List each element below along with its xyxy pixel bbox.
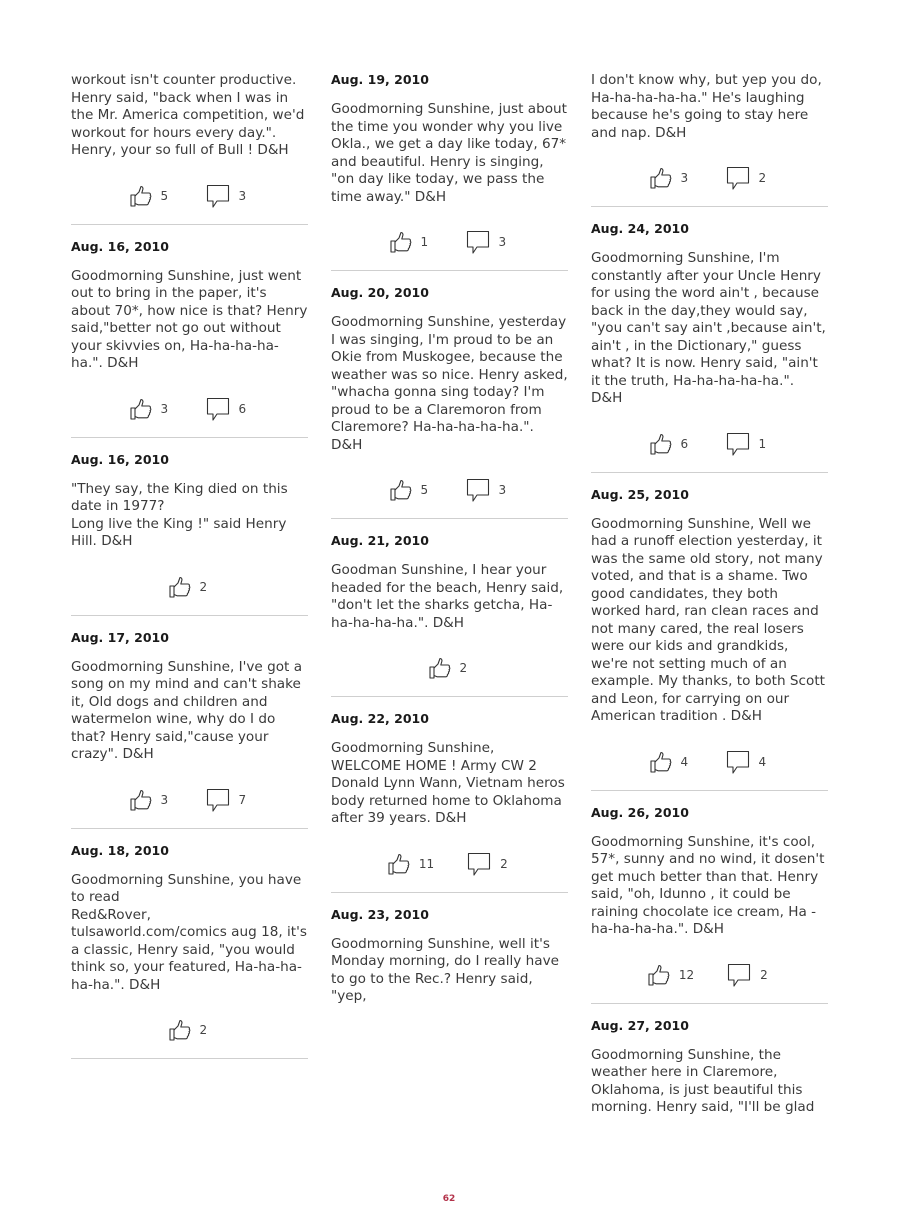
comment-bubble-icon <box>725 165 751 191</box>
thumbs-up-icon <box>649 432 673 456</box>
post-date: Aug. 16, 2010 <box>71 451 169 467</box>
like-count: 1 <box>420 235 429 249</box>
divider <box>71 224 308 225</box>
like-button[interactable] <box>389 478 433 502</box>
comment-bubble-icon <box>205 183 231 209</box>
post <box>331 284 568 519</box>
comment-button[interactable] <box>726 962 772 988</box>
like-button[interactable] <box>428 656 472 680</box>
divider <box>591 790 828 791</box>
post <box>331 532 568 697</box>
comment-button[interactable] <box>465 477 511 503</box>
post-reactions <box>71 784 308 816</box>
like-count: 2 <box>459 661 468 675</box>
like-button[interactable] <box>168 575 212 599</box>
post <box>591 1017 828 1117</box>
post-reactions <box>591 959 828 991</box>
post-date: Aug. 26, 2010 <box>591 804 689 820</box>
comment-bubble-icon <box>205 787 231 813</box>
divider <box>71 828 308 829</box>
post-reactions <box>71 393 308 425</box>
comment-count: 1 <box>758 436 767 451</box>
thumbs-up-icon <box>647 963 671 987</box>
post-date: Aug. 17, 2010 <box>71 629 169 645</box>
comment-count: 6 <box>238 401 247 416</box>
like-count: 3 <box>160 792 169 807</box>
thumbs-up-icon <box>168 1018 192 1042</box>
post-text: Goodmorning Sunshine, I'm constantly after your Uncle Henry for using the word ain't , because back in the day,they would say, "you can't say ain't ,because ain't, ain't , in the Dictionary," guess what? It is now. Henry said, "ain't it the truth, Ha-ha-ha-ha-ha.". D&H <box>591 250 826 406</box>
comment-count: 3 <box>498 235 507 249</box>
post-date: Aug. 23, 2010 <box>331 906 429 922</box>
comment-count: 7 <box>238 792 247 807</box>
post-text: workout isn't counter productive. Henry said, "back when I was in the Mr. America competition, we'd workout for hours every day.". Henry, your so full of Bull ! D&H <box>71 72 305 158</box>
post <box>591 72 828 207</box>
thumbs-up-icon <box>129 397 153 421</box>
comment-button[interactable] <box>205 183 251 209</box>
post <box>71 238 308 438</box>
divider <box>591 1003 828 1004</box>
post-reactions <box>331 226 568 258</box>
post-date: Aug. 25, 2010 <box>591 486 689 502</box>
like-count: 11 <box>418 856 435 871</box>
post-text: Goodmorning Sunshine, I've got a song on my mind and can't shake it, Old dogs and children and watermelon wine, why do I do that? Henry said,"cause your crazy". D&H <box>71 658 303 762</box>
comment-count: 2 <box>760 967 768 982</box>
divider <box>71 437 308 438</box>
comment-button[interactable] <box>205 787 251 813</box>
post-reactions <box>331 474 568 506</box>
post-text: Goodman Sunshine, I hear your headed for the beach, Henry said, "don't let the sharks getcha, Ha-ha-ha-ha-ha.". D&H <box>331 562 564 631</box>
post-date: Aug. 21, 2010 <box>331 533 429 548</box>
post-reactions <box>331 848 568 880</box>
thumbs-up-icon <box>428 656 452 680</box>
thumbs-up-icon <box>389 230 413 254</box>
post-text: Goodmorning Sunshine, you have to read Red&Rover, tulsaworld.com/comics aug 18, it's a classic, Henry said, "you would think so, your featured, Ha-ha-ha-ha-ha.". D&H <box>71 871 307 993</box>
comment-bubble-icon <box>725 749 751 775</box>
thumbs-up-icon <box>389 478 413 502</box>
like-button[interactable] <box>649 432 693 456</box>
post-reactions <box>591 428 828 460</box>
thumbs-up-icon <box>129 184 153 208</box>
post <box>591 220 828 473</box>
post-reactions <box>591 162 828 194</box>
divider <box>591 206 828 207</box>
comment-count: 4 <box>758 754 767 769</box>
post-reactions <box>331 652 568 684</box>
divider <box>331 892 568 893</box>
column-3 <box>591 72 828 1117</box>
like-count: 4 <box>680 754 689 769</box>
comment-count: 3 <box>498 483 507 497</box>
post-date: Aug. 19, 2010 <box>331 72 429 87</box>
comment-bubble-icon <box>465 477 491 503</box>
like-count: 3 <box>160 401 169 416</box>
divider <box>71 615 308 616</box>
post <box>71 842 308 1060</box>
post-text: Goodmorning Sunshine, it's cool, 57*, sunny and no wind, it dosen't get much better than that. Henry said, "oh, Idunno , it could be raining chocolate ice cream, Ha -ha-ha-ha-ha.". D&H <box>591 833 825 937</box>
like-count: 2 <box>199 1023 208 1037</box>
comment-bubble-icon <box>725 431 751 457</box>
like-count: 2 <box>199 579 208 594</box>
comment-bubble-icon <box>465 229 491 255</box>
post-reactions <box>71 1014 308 1046</box>
like-button[interactable] <box>129 788 173 812</box>
post <box>71 72 308 225</box>
thumbs-up-icon <box>129 788 153 812</box>
comment-button[interactable] <box>725 749 771 775</box>
like-count: 5 <box>160 188 169 203</box>
comment-button[interactable] <box>465 229 511 255</box>
comment-bubble-icon <box>726 962 752 988</box>
comment-button[interactable] <box>466 851 512 877</box>
comment-button[interactable] <box>205 396 251 422</box>
thumbs-up-icon <box>649 750 673 774</box>
like-count: 6 <box>680 436 689 451</box>
like-button[interactable] <box>129 184 173 208</box>
comment-bubble-icon <box>466 851 492 877</box>
comment-bubble-icon <box>205 396 231 422</box>
divider <box>71 1058 308 1059</box>
post-date: Aug. 27, 2010 <box>591 1017 689 1033</box>
post <box>71 629 308 829</box>
post-text: "They say, the King died on this date in 1977? Long live the King !" said Henry Hill. D&H <box>71 480 288 549</box>
thumbs-up-icon <box>387 852 411 876</box>
post-text: Goodmorning Sunshine, just went out to bring in the paper, it's about 70*, how nice is that? Henry said,"better not go out without your skivvies on, Ha-ha-ha-ha-ha.". D&H <box>71 267 308 371</box>
post-text: Goodmorning Sunshine, just about the time you wonder why you live Okla., we get a day like today, 67* and beautiful. Henry is singing, "on day like today, we pass the time away." D&H <box>331 101 567 205</box>
like-count: 12 <box>678 967 695 982</box>
like-count: 3 <box>680 171 689 185</box>
post-date: Aug. 20, 2010 <box>331 285 429 300</box>
comment-count: 2 <box>758 171 767 185</box>
thumbs-up-icon <box>168 575 192 599</box>
comment-count: 2 <box>500 856 508 871</box>
post-text: I don't know why, but yep you do, Ha-ha-ha-ha-ha." He's laughing because he's going to stay here and nap. D&H <box>591 72 822 141</box>
page-number: 62 <box>442 1194 456 1204</box>
comment-button[interactable] <box>725 431 771 457</box>
post <box>591 804 828 1004</box>
like-count: 5 <box>420 483 429 497</box>
post-date: Aug. 24, 2010 <box>591 221 689 236</box>
divider <box>591 472 828 473</box>
post-reactions <box>71 571 308 603</box>
post-reactions <box>591 746 828 778</box>
post-text: Goodmorning Sunshine, Well we had a runoff election yesterday, it was the same old story, not many voted, and that is a shame. Two good candidates, they both worked hard, ran clean races and not many cared, the real losers were our kids and grandkids, we're not setting much of an example. My thanks, to both Scott and Leon, for carrying on our American tradition . D&H <box>591 515 825 724</box>
like-button[interactable] <box>647 963 694 987</box>
column-2 <box>331 71 568 1006</box>
post-reactions <box>71 180 308 212</box>
like-button[interactable] <box>387 852 434 876</box>
like-button[interactable] <box>649 750 693 774</box>
divider <box>331 696 568 697</box>
post-date: Aug. 22, 2010 <box>331 711 429 726</box>
comment-count: 3 <box>238 188 247 203</box>
divider <box>331 270 568 271</box>
post-text: Goodmorning Sunshine, WELCOME HOME ! Army CW 2 Donald Lynn Wann, Vietnam heros body returned home to Oklahoma after 39 years. D&H <box>331 740 565 826</box>
post-text: Goodmorning Sunshine, the weather here in Claremore, Oklahoma, is just beautiful this morning. Henry said, "I'll be glad <box>591 1046 815 1115</box>
like-button[interactable] <box>168 1018 212 1042</box>
like-button[interactable] <box>129 397 173 421</box>
post-text: Goodmorning Sunshine, well it's Monday morning, do I really have to go to the Rec.? Henry said, "yep, <box>331 935 560 1004</box>
post <box>331 710 568 893</box>
like-button[interactable] <box>649 166 693 190</box>
post <box>591 486 828 791</box>
post-date: Aug. 16, 2010 <box>71 238 169 254</box>
divider <box>331 518 568 519</box>
post-text: Goodmorning Sunshine, yesterday I was singing, I'm proud to be an Okie from Muskogee, because the weather was so nice. Henry asked, "whacha gonna sing today? I'm proud to be a Claremoron from Claremore? Ha-ha-ha-ha-ha.". D&H <box>331 314 568 453</box>
column-1 <box>71 72 308 1072</box>
post <box>331 71 568 271</box>
comment-button[interactable] <box>725 165 771 191</box>
like-button[interactable] <box>389 230 433 254</box>
post <box>331 906 568 1006</box>
post <box>71 451 308 616</box>
thumbs-up-icon <box>649 166 673 190</box>
post-date: Aug. 18, 2010 <box>71 842 169 858</box>
